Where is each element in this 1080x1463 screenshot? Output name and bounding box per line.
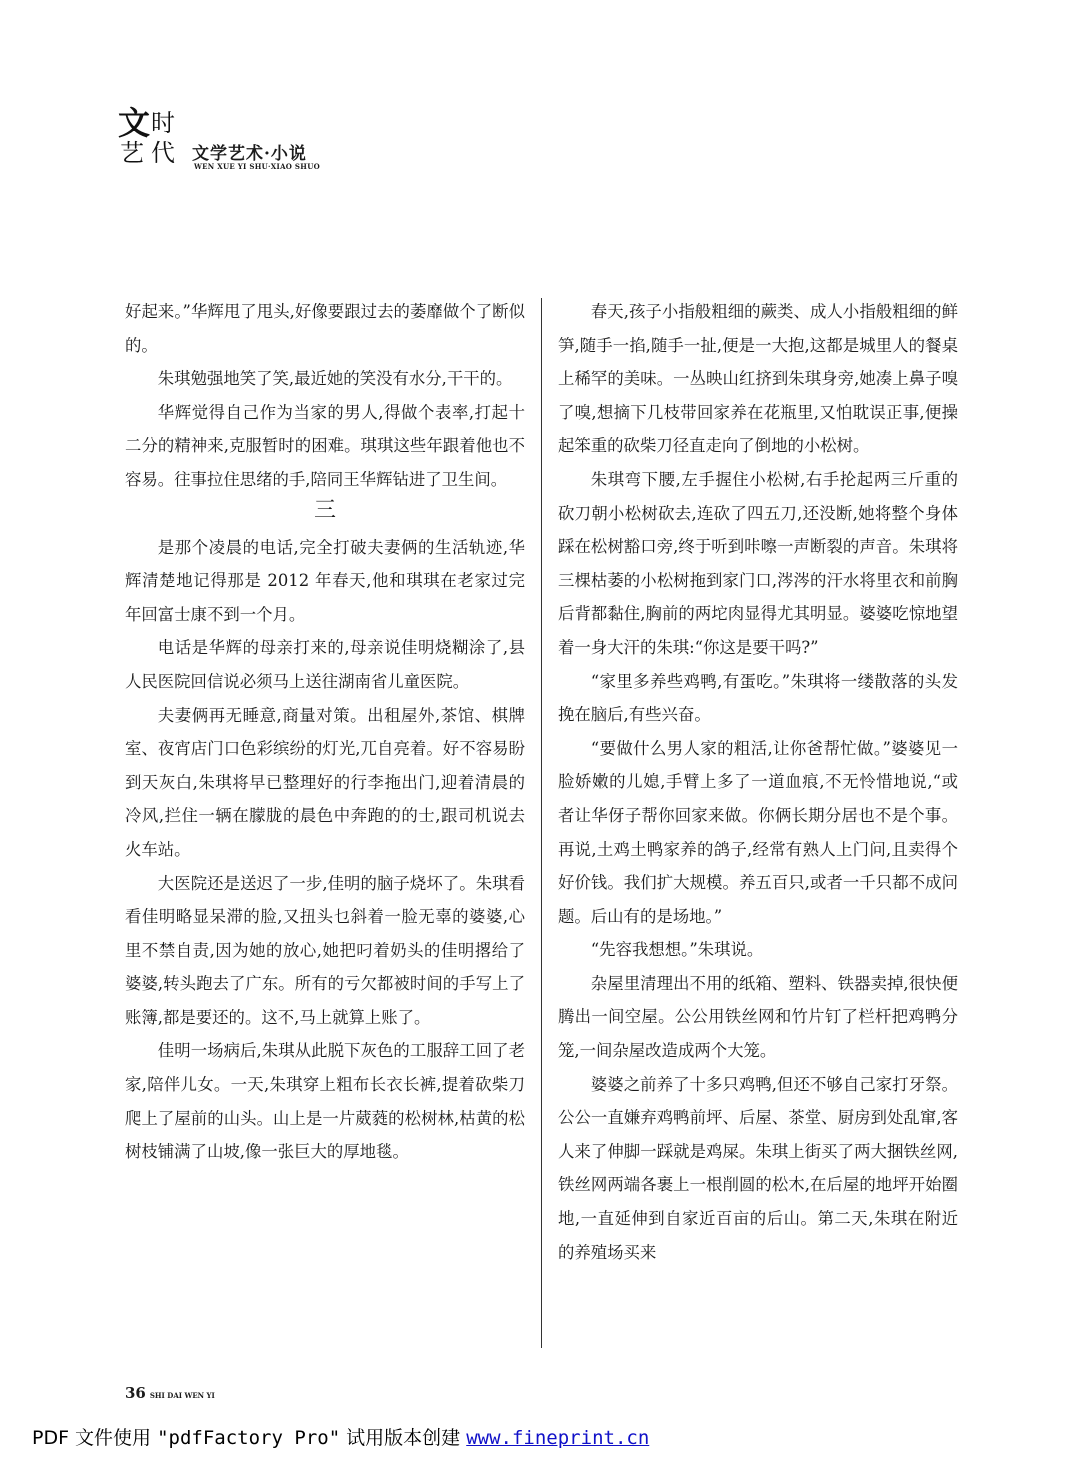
paragraph: 朱琪勉强地笑了笑,最近她的笑没有水分,干干的。 xyxy=(157,369,513,389)
paragraph: 春天,孩子小指般粗细的蕨类、成人小指般粗细的鲜笋,随手一掐,随手一扯,便是一大抱,这都是城里人的餐桌上稀罕的美味。一丛映山红挤到朱琪身旁,她凑上鼻子嗅了嗅,想摘下几枝带回家养在花瓶里,又怕耽误正事,便操起笨重的砍柴刀径直走向了倒地的小松树。 xyxy=(558,302,958,456)
paragraph: 佳明一场病后,朱琪从此脱下灰色的工服辞工回了老家,陪伴儿女。一天,朱琪穿上粗布长衣长裤,提着砍柴刀爬上了屋前的山头。山上是一片葳蕤的松树林,枯黄的松树枝铺满了山坡,像一张巨大的厚地毯。 xyxy=(125,1041,525,1162)
page-number: 36 xyxy=(125,1384,146,1402)
paragraph: 是那个凌晨的电话,完全打破夫妻俩的生活轨迹,华辉清楚地记得那是 2012 年春天,他和琪琪在老家过完年回富士康不到一个月。 xyxy=(125,537,525,624)
footer-prefix: PDF 文件使用 xyxy=(32,1427,158,1449)
magazine-logo xyxy=(118,105,378,175)
paragraph: 婆婆之前养了十多只鸡鸭,但还不够自己家打牙祭。公公一直嫌弃鸡鸭前坪、后屋、茶堂、厨房到处乱窜,客人来了伸脚一踩就是鸡屎。朱琪上街买了两大捆铁丝网,铁丝网两端各裹上一根削圆的松木,在后屋的地坪开始圈地,一直延伸到自家近百亩的后山。第二天,朱琪在附近的养殖场买来 xyxy=(558,1074,958,1262)
pdf-watermark-footer xyxy=(32,1423,649,1450)
column-divider xyxy=(541,298,542,1348)
logo-char: 文 xyxy=(118,104,151,142)
paragraph: “家里多养些鸡鸭,有蛋吃。”朱琪将一缕散落的头发挽在脑后,有些兴奋。 xyxy=(558,671,958,725)
section-subtitle: WEN XUE YI SHU·XIAO SHUO xyxy=(194,162,321,171)
magazine-name: SHI DAI WEN YI xyxy=(149,1391,215,1400)
right-column xyxy=(558,295,958,1269)
left-column xyxy=(125,295,525,1169)
paragraph: 朱琪弯下腰,左手握住小松树,右手抡起两三斤重的砍刀朝小松树砍去,连砍了四五刀,还没断,她将整个身体踩在松树豁口旁,终于听到咔嚓一声断裂的声音。朱琪将三棵枯萎的小松树拖到家门口,涔涔的汗水将里衣和前胸后背都黏住,胸前的两坨肉显得尤其明显。婆婆吃惊地望着一身大汗的朱琪:“你这是要干吗?” xyxy=(558,469,958,657)
footer-middle: 试用版本创建 xyxy=(340,1427,467,1449)
logo-char: 时 xyxy=(151,109,175,137)
logo-char: 代 xyxy=(151,139,175,167)
paragraph: 华辉觉得自己作为当家的男人,得做个表率,打起十二分的精神来,克服暂时的困难。琪琪这些年跟着他也不容易。往事拉住思绪的手,陪同王华辉钻进了卫生间。 xyxy=(125,402,525,489)
paragraph: 电话是华辉的母亲打来的,母亲说佳明烧糊涂了,县人民医院回信说必须马上送往湖南省儿童医院。 xyxy=(125,638,525,691)
paragraph: 杂屋里清理出不用的纸箱、塑料、铁器卖掉,很快便腾出一间空屋。公公用铁丝网和竹片钉了栏杆把鸡鸭分笼,一间杂屋改造成两个大笼。 xyxy=(558,973,958,1061)
logo-char: 艺 xyxy=(120,139,144,167)
paragraph: 大医院还是送迟了一步,佳明的脑子烧坏了。朱琪看看佳明略显呆滞的脸,又扭头乜斜着一脸无辜的婆婆,心里不禁自责,因为她的放心,她把叼着奶头的佳明撂给了婆婆,转头跑去了广东。所有的亏欠都被时间的手写上了账簿,都是要还的。这不,马上就算上账了。 xyxy=(125,873,525,1027)
paragraph: “先容我想想。”朱琪说。 xyxy=(590,940,764,960)
page-folio xyxy=(125,1383,215,1402)
paragraph: 夫妻俩再无睡意,商量对策。出租屋外,茶馆、棋牌室、夜宵店门口色彩缤纷的灯光,兀自亮着。好不容易盼到天灰白,朱琪将早已整理好的行李拖出门,迎着清晨的冷风,拦住一辆在朦胧的晨色中奔跑的的士,跟司机说去火车站。 xyxy=(125,705,525,859)
logo-seal xyxy=(118,105,190,173)
footer-product: "pdfFactory Pro" xyxy=(157,1427,341,1449)
section-heading: 三 xyxy=(313,497,336,523)
paragraph: “要做什么男人家的粗活,让你爸帮忙做。”婆婆见一脸娇嫩的儿媳,手臂上多了一道血痕,不无怜惜地说,“或者让华伢子帮你回家来做。你俩长期分居也不是个事。再说,土鸡土鸭家养的鸽子,经常有熟人上门问,且卖得个好价钱。我们扩大规模。养五百只,或者一千只都不成问题。后山有的是场地。” xyxy=(558,738,958,926)
section-title: 文学艺术·小说 xyxy=(192,144,307,164)
fineprint-link[interactable]: www.fineprint.cn xyxy=(466,1427,650,1449)
paragraph: 好起来。”华辉甩了甩头,好像要跟过去的萎靡做个了断似的。 xyxy=(125,302,525,355)
